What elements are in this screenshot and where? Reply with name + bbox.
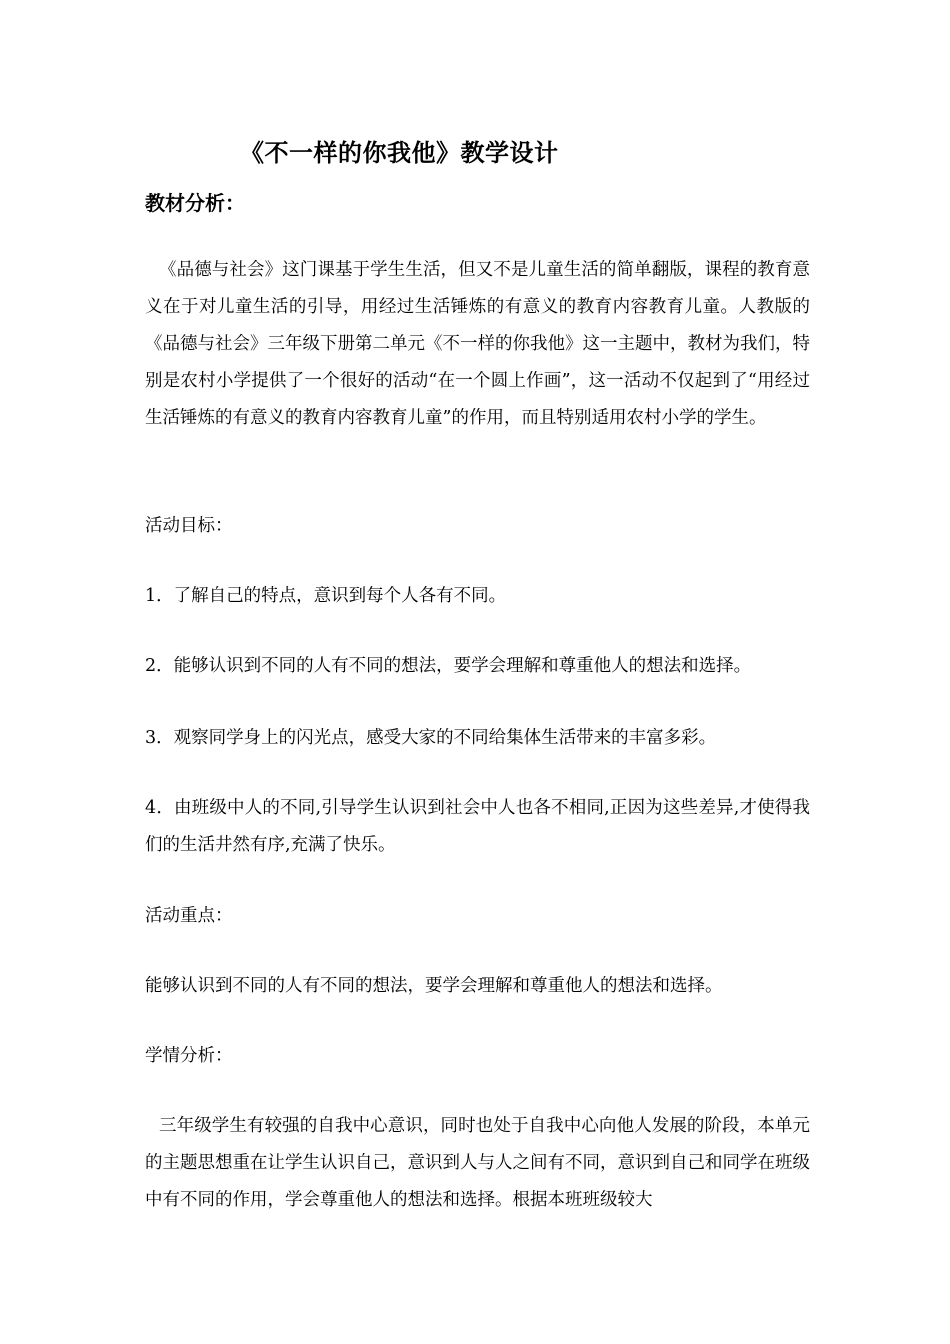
activity-focus-text: 能够认识到不同的人有不同的想法，要学会理解和尊重他人的想法和选择。 — [145, 976, 723, 996]
goal-item-2: 2．能够认识到不同的人有不同的想法，要学会理解和尊重他人的想法和选择。 — [145, 656, 752, 676]
goal-item-3: 3．观察同学身上的闪光点，感受大家的不同给集体生活带来的丰富多彩。 — [145, 728, 717, 748]
student-analysis-paragraph: 三年级学生有较强的自我中心意识，同时也处于自我中心向他人发展的阶段，本单元的主题思想重在让学生认识自己，意识到人与人之间有不同，意识到自己和同学在班级中有不同的作用，学会尊重他人的想法和选择。根据本班班级较大 — [145, 1116, 810, 1210]
goal-item-4: 4．由班级中人的不同,引导学生认识到社会中人也各不相同,正因为这些差异,才使得我们的生活井然有序,充满了快乐。 — [145, 798, 810, 855]
goal-item-1: 1．了解自己的特点，意识到每个人各有不同。 — [145, 586, 507, 606]
material-analysis-paragraph: 《品德与社会》这门课基于学生生活，但又不是儿童生活的简单翻版，课程的教育意义在于对儿童生活的引导，用经过生活锤炼的有意义的教育内容教育儿童。人教版的《品德与社会》三年级下册第二单元《不一样的你我他》这一主题中，教材为我们，特别是农村小学提供了一个很好的活动“在一个圆上作画”，这一活动不仅起到了“用经过生活锤炼的有意义的教育内容教育儿童”的作用，而且特别适用农村小学的学生。 — [145, 260, 810, 428]
activity-goals-heading: 活动目标： — [145, 516, 233, 536]
student-analysis-heading: 学情分析： — [145, 1046, 233, 1066]
material-analysis-heading: 教材分析： — [145, 191, 245, 215]
activity-focus-heading: 活动重点： — [145, 906, 233, 926]
document-title: 《不一样的你我他》教学设计 — [240, 138, 559, 167]
